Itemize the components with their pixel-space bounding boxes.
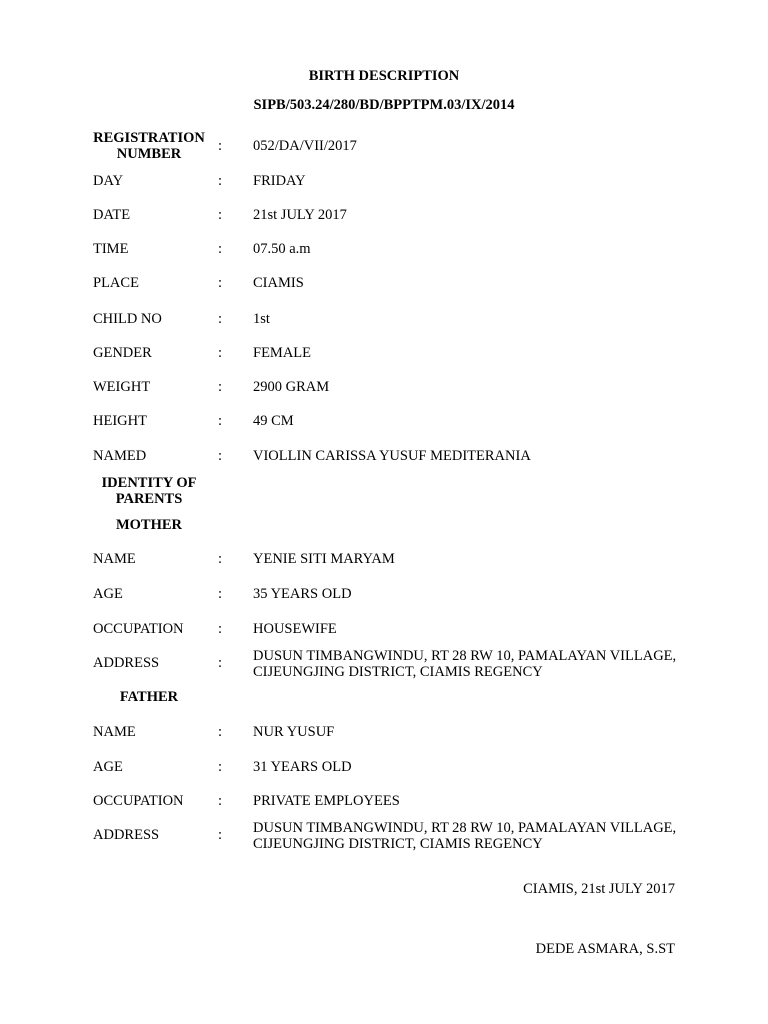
- mother-name-label: NAME: [93, 551, 136, 567]
- signatory-name: DEDE ASMARA, S.ST: [535, 941, 675, 957]
- father-address-line-1: DUSUN TIMBANGWINDU, RT 28 RW 10, PAMALAYAN VILLAGE,: [253, 820, 677, 836]
- place-and-date: CIAMIS, 21st JULY 2017: [523, 881, 675, 897]
- mother-age-label: AGE: [93, 586, 123, 602]
- colon-separator: :: [218, 793, 223, 809]
- gender-value: FEMALE: [253, 345, 311, 361]
- named-value: VIOLLIN CARISSA YUSUF MEDITERANIA: [253, 448, 531, 464]
- father-age-label: AGE: [93, 759, 123, 775]
- time-label: TIME: [93, 241, 129, 257]
- colon-separator: :: [218, 345, 223, 361]
- mother-address-value: [253, 648, 676, 680]
- identity-heading-line-2: PARENTS: [115, 491, 183, 507]
- document-title: BIRTH DESCRIPTION: [308, 68, 460, 84]
- identity-of-parents-heading: [86, 475, 212, 507]
- father-address-value: [253, 820, 676, 852]
- weight-label: WEIGHT: [93, 379, 151, 395]
- named-label: NAMED: [93, 448, 147, 464]
- weight-value: 2900 GRAM: [253, 379, 330, 395]
- colon-separator: :: [218, 827, 223, 843]
- identity-heading-line-1: IDENTITY OF: [101, 475, 197, 491]
- mother-address-line-2: CIJEUNGJING DISTRICT, CIAMIS REGENCY: [253, 664, 543, 680]
- colon-separator: :: [218, 724, 223, 740]
- day-value: FRIDAY: [253, 173, 306, 189]
- colon-separator: :: [218, 173, 223, 189]
- colon-separator: :: [218, 655, 223, 671]
- colon-separator: :: [218, 413, 223, 429]
- colon-separator: :: [218, 379, 223, 395]
- registration-label-line-1: REGISTRATION: [93, 130, 205, 146]
- father-occupation-label: OCCUPATION: [93, 793, 184, 809]
- father-occupation-value: PRIVATE EMPLOYEES: [253, 793, 400, 809]
- place-label: PLACE: [93, 275, 139, 291]
- child-no-label: CHILD NO: [93, 311, 162, 327]
- reference-number: SIPB/503.24/280/BD/BPPTPM.03/IX/2014: [253, 97, 515, 113]
- registration-value: 052/DA/VII/2017: [253, 138, 357, 154]
- colon-separator: :: [218, 311, 223, 327]
- mother-heading: MOTHER: [115, 517, 183, 533]
- father-heading: FATHER: [119, 689, 179, 705]
- father-address-line-2: CIJEUNGJING DISTRICT, CIAMIS REGENCY: [253, 836, 543, 852]
- mother-name-value: YENIE SITI MARYAM: [253, 551, 395, 567]
- date-value: 21st JULY 2017: [253, 207, 347, 223]
- mother-occupation-label: OCCUPATION: [93, 621, 184, 637]
- registration-label: [88, 130, 210, 162]
- gender-label: GENDER: [93, 345, 152, 361]
- father-address-label: ADDRESS: [93, 827, 160, 843]
- mother-occupation-value: HOUSEWIFE: [253, 621, 337, 637]
- father-age-value: 31 YEARS OLD: [253, 759, 352, 775]
- mother-address-line-1: DUSUN TIMBANGWINDU, RT 28 RW 10, PAMALAYAN VILLAGE,: [253, 648, 677, 664]
- colon-separator: :: [218, 621, 223, 637]
- mother-age-value: 35 YEARS OLD: [253, 586, 352, 602]
- colon-separator: :: [218, 759, 223, 775]
- colon-separator: :: [218, 138, 223, 154]
- height-label: HEIGHT: [93, 413, 147, 429]
- child-no-value: 1st: [253, 311, 270, 327]
- time-value: 07.50 a.m: [253, 241, 311, 257]
- day-label: DAY: [93, 173, 124, 189]
- colon-separator: :: [218, 275, 223, 291]
- place-value: CIAMIS: [253, 275, 304, 291]
- mother-address-label: ADDRESS: [93, 655, 160, 671]
- colon-separator: :: [218, 241, 223, 257]
- height-value: 49 CM: [253, 413, 294, 429]
- father-name-value: NUR YUSUF: [253, 724, 335, 740]
- colon-separator: :: [218, 448, 223, 464]
- registration-label-line-2: NUMBER: [116, 146, 182, 162]
- colon-separator: :: [218, 207, 223, 223]
- colon-separator: :: [218, 586, 223, 602]
- date-label: DATE: [93, 207, 131, 223]
- father-name-label: NAME: [93, 724, 136, 740]
- colon-separator: :: [218, 551, 223, 567]
